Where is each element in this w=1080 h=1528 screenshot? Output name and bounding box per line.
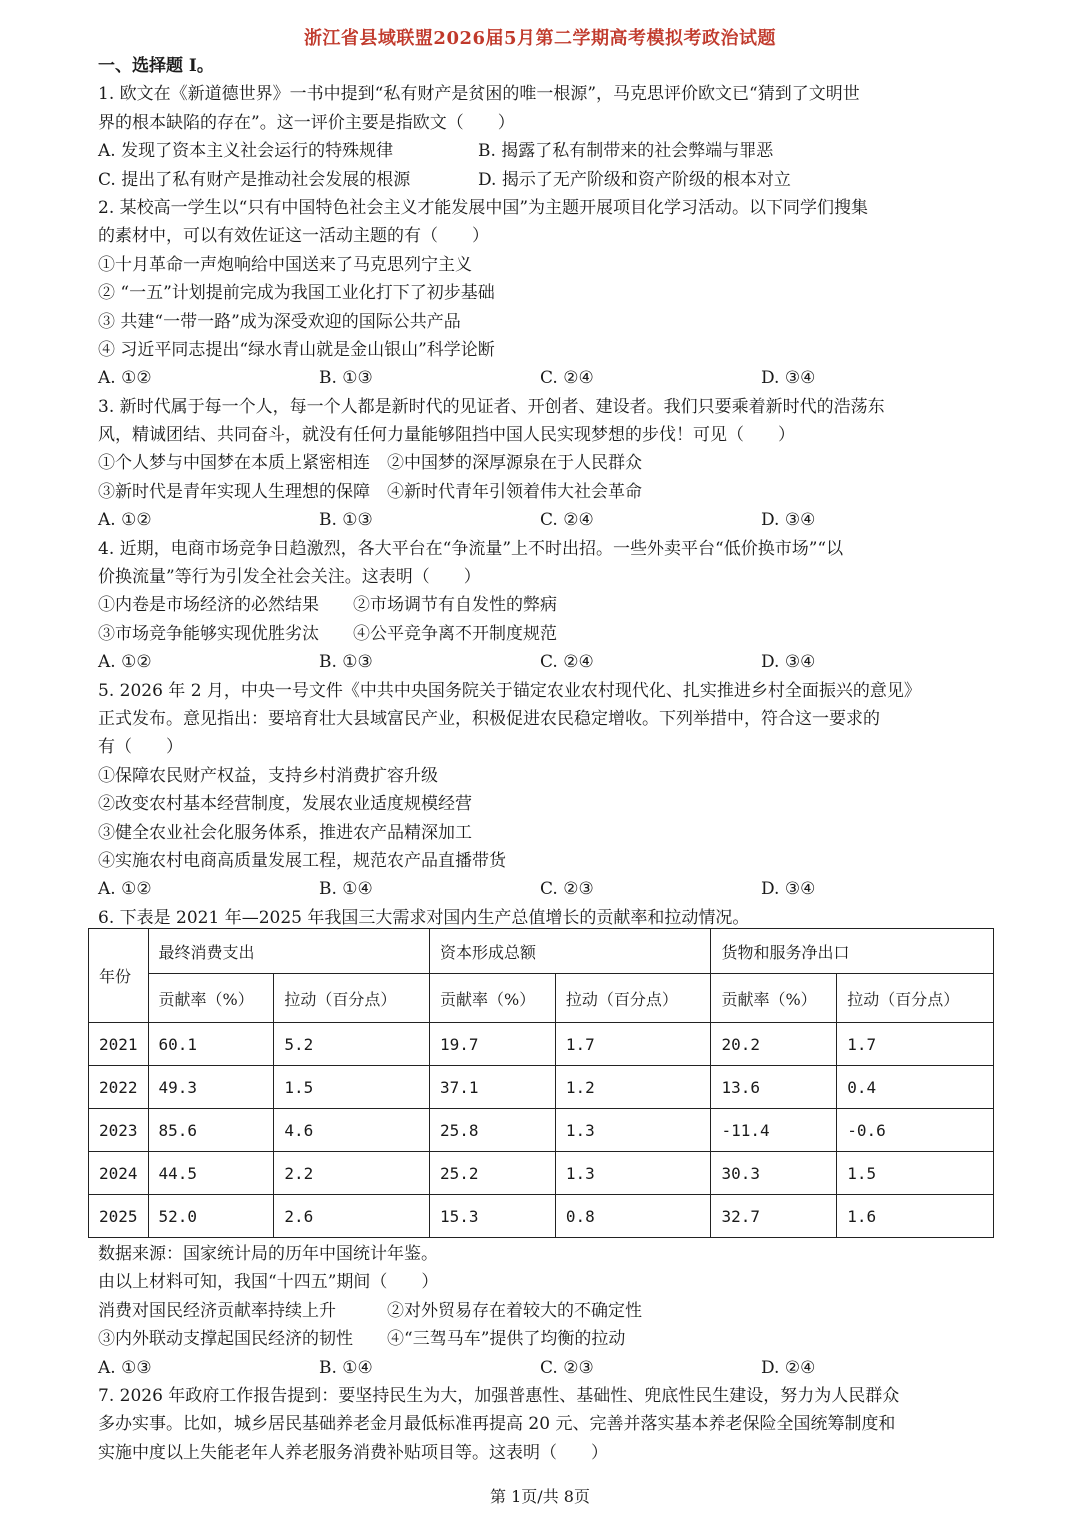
q3-option-c: C. ②④	[540, 510, 594, 531]
table-cell: 37.1	[430, 1066, 556, 1109]
table-cell: -11.4	[711, 1109, 837, 1152]
q5-options	[98, 875, 986, 903]
sub-header: 拉动（百分点）	[274, 974, 430, 1023]
q4-option-a: A. ①②	[98, 652, 152, 673]
q1-stem-line-2: 界的根本缺陷的存在”。这一评价主要是指欧文（ ）	[98, 112, 515, 133]
table-row	[89, 1023, 994, 1066]
group-header: 货物和服务净出口	[711, 929, 994, 974]
q3-options	[98, 506, 986, 534]
sub-header: 贡献率（%）	[430, 974, 556, 1023]
q5-option-d: D. ③④	[761, 879, 816, 900]
q5-stem-line-1: 5. 2026 年 2 月，中央一号文件《中共中央国务院关于锚定农业农村现代化、扎实推进乡村全面振兴的意见》	[98, 680, 921, 701]
q4-option-d: D. ③④	[761, 652, 816, 673]
sub-header: 贡献率（%）	[148, 974, 274, 1023]
table-cell: 2021	[89, 1023, 149, 1066]
table-cell: 2022	[89, 1066, 149, 1109]
q2-options	[98, 364, 986, 392]
q7-stem-line-3: 实施中度以上失能老年人养老服务消费补贴项目等。这表明（ ）	[98, 1442, 608, 1463]
q1-stem-line-1: 1. 欧文在《新道德世界》一书中提到“私有财产是贫困的唯一根源”，马克思评价欧文已“猜到了文明世	[98, 84, 860, 105]
q3-stem-line-1: 3. 新时代属于每一个人，每一个人都是新时代的见证者、开创者、建设者。我们只要乘着新时代的浩荡东	[98, 396, 885, 417]
q3-option-d: D. ③④	[761, 510, 816, 531]
q5-statement-2: ②改变农村基本经营制度，发展农业适度规模经营	[98, 794, 472, 815]
questions-part-2	[98, 1240, 986, 1467]
table-cell: 1.3	[555, 1109, 711, 1152]
group-header: 最终消费支出	[148, 929, 429, 974]
q6-option-c: C. ②③	[540, 1357, 594, 1378]
table-cell: 5.2	[274, 1023, 430, 1066]
q1-option-b: B. 揭露了私有制带来的社会弊端与罪恶	[478, 141, 774, 162]
table-cell: 44.5	[148, 1152, 274, 1195]
q5-statement-4: ④实施农村电商高质量发展工程，规范农产品直播带货	[98, 850, 506, 871]
q2-stem-line-2: 的素材中，可以有效佐证这一活动主题的有（ ）	[98, 226, 489, 247]
table-cell: 1.7	[837, 1023, 994, 1066]
sub-header: 贡献率（%）	[711, 974, 837, 1023]
q1-options-cd	[98, 166, 986, 194]
table-cell: 15.3	[430, 1195, 556, 1238]
table-row	[89, 1195, 994, 1238]
table-cell: 49.3	[148, 1066, 274, 1109]
table-cell: 2024	[89, 1152, 149, 1195]
q2-option-b: B. ①③	[319, 368, 373, 389]
q3-option-b: B. ①③	[319, 510, 373, 531]
q3-statements-1-2: ①个人梦与中国梦在本质上紧密相连 ②中国梦的深厚源泉在于人民群众	[98, 453, 642, 474]
table-cell: 25.8	[430, 1109, 556, 1152]
q2-statement-4: ④ 习近平同志提出“绿水青山就是金山银山”科学论断	[98, 339, 495, 360]
table-cell: 20.2	[711, 1023, 837, 1066]
q6-stem: 6. 下表是 2021 年—2025 年我国三大需求对国内生产总值增长的贡献率和拉动情况。	[98, 907, 750, 928]
q6-option-b: B. ①④	[319, 1357, 373, 1378]
table-cell: 1.7	[555, 1023, 711, 1066]
table-cell: 52.0	[148, 1195, 274, 1238]
table-cell: -0.6	[837, 1109, 994, 1152]
table-cell: 85.6	[148, 1109, 274, 1152]
q2-option-d: D. ③④	[761, 368, 816, 389]
table-row	[89, 1152, 994, 1195]
year-header: 年份	[89, 929, 149, 1023]
q2-option-c: C. ②④	[540, 368, 594, 389]
q1-option-d: D. 揭示了无产阶级和资产阶级的根本对立	[478, 169, 791, 190]
q6-options	[98, 1354, 986, 1382]
table-cell: 0.8	[555, 1195, 711, 1238]
q5-stem-line-3: 有（ ）	[98, 737, 183, 758]
q6-statements-3-4: ③内外联动支撑起国民经济的韧性 ④“三驾马车”提供了均衡的拉动	[98, 1329, 626, 1350]
q1-option-c: C. 提出了私有财产是推动社会发展的根源	[98, 169, 411, 190]
table-cell: 1.3	[555, 1152, 711, 1195]
table-cell: 1.6	[837, 1195, 994, 1238]
q4-options	[98, 648, 986, 676]
q7-stem-line-2: 多办实事。比如，城乡居民基础养老金月最低标准再提高 20 元、完善并落实基本养老保险全国统筹制度和	[98, 1414, 896, 1435]
q3-option-a: A. ①②	[98, 510, 152, 531]
q3-statements-3-4: ③新时代是青年实现人生理想的保障 ④新时代青年引领着伟大社会革命	[98, 481, 642, 502]
questions-part-1	[98, 52, 986, 932]
q4-stem-line-1: 4. 近期，电商市场竞争日趋激烈，各大平台在“争流量”上不时出招。一些外卖平台“低价换市场”“以	[98, 538, 844, 559]
q5-option-b: B. ①④	[319, 879, 373, 900]
group-header: 资本形成总额	[430, 929, 711, 974]
q2-option-a: A. ①②	[98, 368, 152, 389]
q5-stem-line-2: 正式发布。意见指出：要培育壮大县域富民产业，积极促进农民稳定增收。下列举措中，符合这一要求的	[98, 708, 880, 729]
q5-option-c: C. ②③	[540, 879, 594, 900]
table-cell: 25.2	[430, 1152, 556, 1195]
table-cell: 2.2	[274, 1152, 430, 1195]
exam-title: 浙江省县域联盟2026届5月第二学期高考模拟考政治试题	[303, 28, 777, 49]
q1-option-a: A. 发现了资本主义社会运行的特殊规律	[98, 141, 394, 162]
table-header-row-2	[89, 974, 994, 1023]
table-row	[89, 1066, 994, 1109]
page-number: 第 1页/共 8页	[490, 1487, 590, 1506]
q6-data-table	[88, 928, 994, 1238]
table-cell: 2.6	[274, 1195, 430, 1238]
table-cell: 19.7	[430, 1023, 556, 1066]
q3-stem-line-2: 风，精诚团结、共同奋斗，就没有任何力量能够阻挡中国人民实现梦想的步伐！可见（ ）	[98, 425, 795, 446]
sub-header: 拉动（百分点）	[555, 974, 711, 1023]
table-cell: 1.5	[274, 1066, 430, 1109]
table-cell: 13.6	[711, 1066, 837, 1109]
q4-stem-line-2: 价换流量”等行为引发全社会关注。这表明（ ）	[98, 567, 481, 588]
q7-stem-line-1: 7. 2026 年政府工作报告提到：要坚持民生为大，加强普惠性、基础性、兜底性民生建设，努力为人民群众	[98, 1385, 900, 1406]
q2-stem-line-1: 2. 某校高一学生以“只有中国特色社会主义才能发展中国”为主题开展项目化学习活动。以下同学们搜集	[98, 197, 869, 218]
q6-ask: 由以上材料可知，我国“十四五”期间（ ）	[98, 1272, 439, 1293]
table-cell: 0.4	[837, 1066, 994, 1109]
q2-statement-2: ② “一五”计划提前完成为我国工业化打下了初步基础	[98, 283, 495, 304]
table-cell: 32.7	[711, 1195, 837, 1238]
q2-statement-3: ③ 共建“一带一路”成为深受欢迎的国际公共产品	[98, 311, 461, 332]
sub-header: 拉动（百分点）	[837, 974, 994, 1023]
q4-option-c: C. ②④	[540, 652, 594, 673]
table-cell: 2023	[89, 1109, 149, 1152]
table-header-row-1	[89, 929, 994, 974]
q2-statement-1: ①十月革命一声炮响给中国送来了马克思列宁主义	[98, 254, 472, 275]
q1-options-ab	[98, 137, 986, 165]
q4-statements-3-4: ③市场竞争能够实现优胜劣汰 ④公平竞争离不开制度规范	[98, 623, 557, 644]
table-cell: 30.3	[711, 1152, 837, 1195]
table-cell: 1.5	[837, 1152, 994, 1195]
table-row	[89, 1109, 994, 1152]
q4-statements-1-2: ①内卷是市场经济的必然结果 ②市场调节有自发性的弊病	[98, 595, 557, 616]
q6-statements-1-2: 消费对国民经济贡献率持续上升 ②对外贸易存在着较大的不确定性	[98, 1300, 642, 1321]
q5-statement-1: ①保障农民财产权益，支持乡村消费扩容升级	[98, 765, 438, 786]
q6-option-d: D. ②④	[761, 1357, 816, 1378]
table-cell: 1.2	[555, 1066, 711, 1109]
q5-statement-3: ③健全农业社会化服务体系，推进农产品精深加工	[98, 822, 472, 843]
section-heading: 一、选择题 I。	[98, 56, 214, 76]
table-cell: 2025	[89, 1195, 149, 1238]
q4-option-b: B. ①③	[319, 652, 373, 673]
q5-option-a: A. ①②	[98, 879, 152, 900]
table-cell: 4.6	[274, 1109, 430, 1152]
q6-option-a: A. ①③	[98, 1357, 152, 1378]
table-cell: 60.1	[148, 1023, 274, 1066]
q6-source: 数据来源：国家统计局的历年中国统计年鉴。	[98, 1244, 438, 1264]
